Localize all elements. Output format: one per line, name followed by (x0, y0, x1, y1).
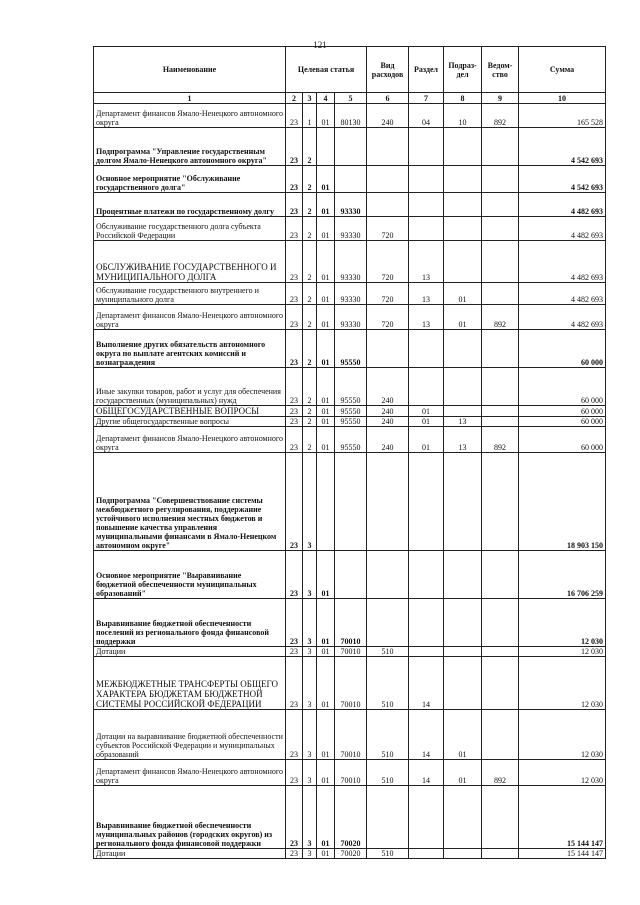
row-name: Департамент финансов Ямало-Ненецкого автономного округа (94, 104, 286, 128)
table-row (94, 427, 606, 453)
row-subprogram-code: 3 (303, 849, 317, 859)
row-department (482, 786, 519, 849)
row-name: Обслуживание государственного долга субъекта Российской Федерации (94, 217, 286, 241)
col-number: 9 (482, 93, 519, 104)
row-program-code: 23 (286, 166, 303, 193)
row-sum: 15 144 147 (519, 786, 606, 849)
row-name: Обслуживание государственного внутреннего и муниципального долга (94, 283, 286, 305)
row-name: Подпрограмма "Управление государственным долгом Ямало-Ненецкого автономного округа" (94, 128, 286, 166)
row-subprogram-code: 2 (303, 330, 317, 368)
table-row (94, 104, 606, 128)
row-expense-type (367, 166, 409, 193)
row-sum: 4 542 693 (519, 166, 606, 193)
row-sum: 12 030 (519, 657, 606, 710)
table-row (94, 193, 606, 217)
table-row (94, 241, 606, 283)
row-name: МЕЖБЮДЖЕТНЫЕ ТРАНСФЕРТЫ ОБЩЕГО ХАРАКТЕРА БЮДЖЕТАМ БЮДЖЕТНОЙ СИСТЕМЫ РОССИЙСКОЙ ФЕДЕРАЦИИ (94, 657, 286, 710)
row-expense-type: 510 (367, 849, 409, 859)
row-section: 04 (409, 104, 444, 128)
row-expense-type (367, 786, 409, 849)
row-subsection: 01 (444, 283, 482, 305)
row-name: Департамент финансов Ямало-Ненецкого автономного округа (94, 305, 286, 330)
table-row (94, 657, 606, 710)
row-expense-type: 240 (367, 427, 409, 453)
row-direction-code: 93330 (335, 217, 367, 241)
row-department: 892 (482, 305, 519, 330)
row-expense-type: 240 (367, 368, 409, 406)
table-row (94, 551, 606, 599)
row-program-code: 23 (286, 217, 303, 241)
row-department: 892 (482, 427, 519, 453)
row-section: 01 (409, 427, 444, 453)
row-section (409, 166, 444, 193)
row-section (409, 849, 444, 859)
row-section: 14 (409, 657, 444, 710)
row-department (482, 330, 519, 368)
table-row (94, 786, 606, 849)
row-sum: 4 482 693 (519, 305, 606, 330)
row-program-code: 23 (286, 453, 303, 551)
table-row (94, 128, 606, 166)
table-row (94, 599, 606, 647)
row-subprogram-code: 3 (303, 760, 317, 786)
header-section: Раздел (409, 47, 444, 93)
row-sum: 4 482 693 (519, 283, 606, 305)
row-program-code: 23 (286, 283, 303, 305)
row-section: 13 (409, 305, 444, 330)
row-department (482, 128, 519, 166)
col-number: 5 (335, 93, 367, 104)
header-department: Ведом-ство (482, 47, 519, 93)
table-row (94, 368, 606, 406)
row-sum: 4 482 693 (519, 217, 606, 241)
table-row (94, 453, 606, 551)
row-activity-code: 01 (317, 330, 335, 368)
col-number: 1 (94, 93, 286, 104)
row-subsection: 01 (444, 305, 482, 330)
header-sum: Сумма (519, 47, 606, 93)
row-name: Департамент финансов Ямало-Ненецкого автономного округа (94, 760, 286, 786)
row-subsection: 13 (444, 417, 482, 427)
table-row (94, 283, 606, 305)
row-subsection (444, 453, 482, 551)
row-sum: 12 030 (519, 599, 606, 647)
row-expense-type (367, 551, 409, 599)
row-expense-type: 510 (367, 760, 409, 786)
table-row (94, 406, 606, 417)
row-section (409, 128, 444, 166)
row-sum: 15 144 147 (519, 849, 606, 859)
table-body (94, 104, 606, 859)
col-number: 4 (317, 93, 335, 104)
row-name: Департамент финансов Ямало-Ненецкого автономного округа (94, 427, 286, 453)
row-subprogram-code: 3 (303, 710, 317, 760)
row-expense-type (367, 599, 409, 647)
row-section: 01 (409, 406, 444, 417)
row-sum: 12 030 (519, 647, 606, 657)
row-sum: 16 706 259 (519, 551, 606, 599)
row-subsection (444, 786, 482, 849)
col-number: 6 (367, 93, 409, 104)
row-activity-code: 01 (317, 849, 335, 859)
row-section (409, 599, 444, 647)
row-subsection: 10 (444, 104, 482, 128)
row-name: Другие общегосударственные вопросы (94, 417, 286, 427)
row-department (482, 166, 519, 193)
row-name: Основное мероприятие "Выравнивание бюджетной обеспеченности муниципальных образований" (94, 551, 286, 599)
table-row (94, 710, 606, 760)
row-activity-code: 01 (317, 551, 335, 599)
row-direction-code: 95550 (335, 406, 367, 417)
row-department (482, 417, 519, 427)
row-department (482, 193, 519, 217)
row-activity-code: 01 (317, 368, 335, 406)
row-subprogram-code: 3 (303, 453, 317, 551)
row-program-code: 23 (286, 657, 303, 710)
row-subsection (444, 406, 482, 417)
row-name: Дотации (94, 849, 286, 859)
row-activity-code (317, 453, 335, 551)
row-expense-type (367, 453, 409, 551)
row-subsection (444, 599, 482, 647)
row-department: 892 (482, 104, 519, 128)
row-direction-code (335, 166, 367, 193)
row-department (482, 710, 519, 760)
row-section (409, 453, 444, 551)
row-subsection (444, 647, 482, 657)
row-department (482, 599, 519, 647)
row-sum: 12 030 (519, 760, 606, 786)
row-activity-code: 01 (317, 241, 335, 283)
row-expense-type (367, 128, 409, 166)
row-subprogram-code: 3 (303, 551, 317, 599)
row-section (409, 217, 444, 241)
row-department (482, 453, 519, 551)
row-name: Выполнение других обязательств автономного округа по выплате агентских комиссий и вознаграждения (94, 330, 286, 368)
row-expense-type: 510 (367, 710, 409, 760)
row-name: Подпрограмма "Совершенствование системы межбюджетного регулирования, поддержание устойчивого исполнения местных бюджетов и повышение качества управления муниципальными финансами в Ямало-Ненецком автономном округе" (94, 453, 286, 551)
row-direction-code: 93330 (335, 193, 367, 217)
row-expense-type: 240 (367, 104, 409, 128)
row-subsection (444, 217, 482, 241)
col-number: 2 (286, 93, 303, 104)
row-direction-code: 70010 (335, 710, 367, 760)
row-sum: 4 482 693 (519, 241, 606, 283)
row-activity-code: 01 (317, 647, 335, 657)
table-row (94, 166, 606, 193)
row-direction-code: 70020 (335, 786, 367, 849)
row-program-code: 23 (286, 305, 303, 330)
row-sum: 60 000 (519, 330, 606, 368)
row-expense-type: 240 (367, 406, 409, 417)
row-expense-type: 720 (367, 305, 409, 330)
row-subsection (444, 241, 482, 283)
row-direction-code: 70010 (335, 657, 367, 710)
row-expense-type (367, 193, 409, 217)
row-section: 14 (409, 710, 444, 760)
row-activity-code: 01 (317, 104, 335, 128)
table-row (94, 647, 606, 657)
row-department (482, 849, 519, 859)
row-subsection (444, 551, 482, 599)
row-activity-code: 01 (317, 193, 335, 217)
col-number: 7 (409, 93, 444, 104)
row-section: 01 (409, 417, 444, 427)
row-section (409, 551, 444, 599)
table-row (94, 849, 606, 859)
row-program-code: 23 (286, 427, 303, 453)
row-program-code: 23 (286, 406, 303, 417)
row-subprogram-code: 2 (303, 217, 317, 241)
row-direction-code: 95550 (335, 330, 367, 368)
row-sum: 18 903 150 (519, 453, 606, 551)
row-program-code: 23 (286, 599, 303, 647)
row-subprogram-code: 2 (303, 417, 317, 427)
row-program-code: 23 (286, 710, 303, 760)
row-subsection (444, 193, 482, 217)
table-row (94, 417, 606, 427)
row-subprogram-code: 3 (303, 647, 317, 657)
table-row (94, 217, 606, 241)
row-section (409, 330, 444, 368)
row-name: Процентные платежи по государственному долгу (94, 193, 286, 217)
row-subsection (444, 166, 482, 193)
row-program-code: 23 (286, 786, 303, 849)
col-number: 10 (519, 93, 606, 104)
row-direction-code: 93330 (335, 305, 367, 330)
row-direction-code: 70020 (335, 849, 367, 859)
row-activity-code: 01 (317, 427, 335, 453)
row-activity-code: 01 (317, 710, 335, 760)
row-activity-code: 01 (317, 217, 335, 241)
row-section: 13 (409, 283, 444, 305)
row-sum: 4 482 693 (519, 193, 606, 217)
row-activity-code: 01 (317, 166, 335, 193)
row-activity-code: 01 (317, 599, 335, 647)
row-subprogram-code: 2 (303, 193, 317, 217)
row-program-code: 23 (286, 849, 303, 859)
row-activity-code: 01 (317, 305, 335, 330)
row-name: Основное мероприятие "Обслуживание государственного долга" (94, 166, 286, 193)
table-row (94, 305, 606, 330)
row-expense-type: 720 (367, 241, 409, 283)
row-subprogram-code: 2 (303, 283, 317, 305)
row-program-code: 23 (286, 647, 303, 657)
row-activity-code: 01 (317, 417, 335, 427)
header-name: Наименование (94, 47, 286, 93)
row-sum: 60 000 (519, 406, 606, 417)
row-program-code: 23 (286, 104, 303, 128)
header-expense-type: Вид расходов (367, 47, 409, 93)
row-name: Дотации на выравнивание бюджетной обеспеченности субъектов Российской Федерации и муниципальных образований (94, 710, 286, 760)
row-department (482, 217, 519, 241)
row-department (482, 368, 519, 406)
col-number: 3 (303, 93, 317, 104)
page-number: 121 (313, 40, 327, 50)
budget-table (93, 46, 606, 859)
row-department (482, 551, 519, 599)
row-name: ОБСЛУЖИВАНИЕ ГОСУДАРСТВЕННОГО И МУНИЦИПАЛЬНОГО ДОЛГА (94, 241, 286, 283)
row-program-code: 23 (286, 551, 303, 599)
row-direction-code: 93330 (335, 241, 367, 283)
row-subprogram-code: 2 (303, 406, 317, 417)
header-subsection: Подраз-дел (444, 47, 482, 93)
row-expense-type: 510 (367, 657, 409, 710)
row-expense-type: 240 (367, 417, 409, 427)
row-direction-code: 70010 (335, 647, 367, 657)
row-direction-code: 80130 (335, 104, 367, 128)
row-program-code: 23 (286, 193, 303, 217)
row-direction-code: 95550 (335, 427, 367, 453)
row-name: Выравнивание бюджетной обеспеченности муниципальных районов (городских округов) из регионального фонда финансовой поддержки (94, 786, 286, 849)
row-section (409, 193, 444, 217)
row-direction-code: 95550 (335, 417, 367, 427)
row-subprogram-code: 1 (303, 104, 317, 128)
row-activity-code: 01 (317, 760, 335, 786)
row-subprogram-code: 2 (303, 166, 317, 193)
row-activity-code: 01 (317, 283, 335, 305)
row-subprogram-code: 2 (303, 305, 317, 330)
row-subprogram-code: 2 (303, 128, 317, 166)
row-name: Дотации (94, 647, 286, 657)
row-expense-type: 720 (367, 217, 409, 241)
row-direction-code (335, 551, 367, 599)
row-section: 14 (409, 760, 444, 786)
row-subsection (444, 657, 482, 710)
row-name: Иные закупки товаров, работ и услуг для обеспечения государственных (муниципальных) нужд (94, 368, 286, 406)
row-section: 13 (409, 241, 444, 283)
row-program-code: 23 (286, 368, 303, 406)
row-department (482, 647, 519, 657)
row-subprogram-code: 2 (303, 368, 317, 406)
row-direction-code: 70010 (335, 760, 367, 786)
row-expense-type (367, 330, 409, 368)
row-section (409, 368, 444, 406)
row-section (409, 786, 444, 849)
row-direction-code: 95550 (335, 368, 367, 406)
row-expense-type: 720 (367, 283, 409, 305)
row-subsection (444, 128, 482, 166)
row-department (482, 657, 519, 710)
row-department (482, 241, 519, 283)
row-activity-code: 01 (317, 406, 335, 417)
row-program-code: 23 (286, 241, 303, 283)
col-number: 8 (444, 93, 482, 104)
row-section (409, 647, 444, 657)
row-activity-code: 01 (317, 786, 335, 849)
row-department (482, 406, 519, 417)
row-department: 892 (482, 760, 519, 786)
row-direction-code: 93330 (335, 283, 367, 305)
row-direction-code (335, 453, 367, 551)
row-sum: 60 000 (519, 417, 606, 427)
row-name: Выравнивание бюджетной обеспеченности поселений из регионального фонда финансовой поддержки (94, 599, 286, 647)
row-sum: 4 542 693 (519, 128, 606, 166)
row-sum: 60 000 (519, 427, 606, 453)
table-row (94, 330, 606, 368)
row-name: ОБЩЕГОСУДАРСТВЕННЫЕ ВОПРОСЫ (94, 406, 286, 417)
row-sum: 12 030 (519, 710, 606, 760)
row-direction-code: 70010 (335, 599, 367, 647)
row-subprogram-code: 3 (303, 599, 317, 647)
row-activity-code: 01 (317, 657, 335, 710)
row-subsection (444, 368, 482, 406)
header-target-article: Целевая статья (286, 47, 367, 93)
row-sum: 60 000 (519, 368, 606, 406)
table-row (94, 760, 606, 786)
row-program-code: 23 (286, 417, 303, 427)
row-program-code: 23 (286, 760, 303, 786)
row-expense-type: 510 (367, 647, 409, 657)
row-sum: 165 528 (519, 104, 606, 128)
row-subsection (444, 849, 482, 859)
row-program-code: 23 (286, 128, 303, 166)
row-department (482, 283, 519, 305)
row-subprogram-code: 3 (303, 657, 317, 710)
row-subsection (444, 330, 482, 368)
row-direction-code (335, 128, 367, 166)
row-activity-code (317, 128, 335, 166)
row-subsection: 01 (444, 760, 482, 786)
row-subsection: 13 (444, 427, 482, 453)
row-subsection: 01 (444, 710, 482, 760)
row-program-code: 23 (286, 330, 303, 368)
row-subprogram-code: 2 (303, 241, 317, 283)
row-subprogram-code: 3 (303, 786, 317, 849)
row-subprogram-code: 2 (303, 427, 317, 453)
